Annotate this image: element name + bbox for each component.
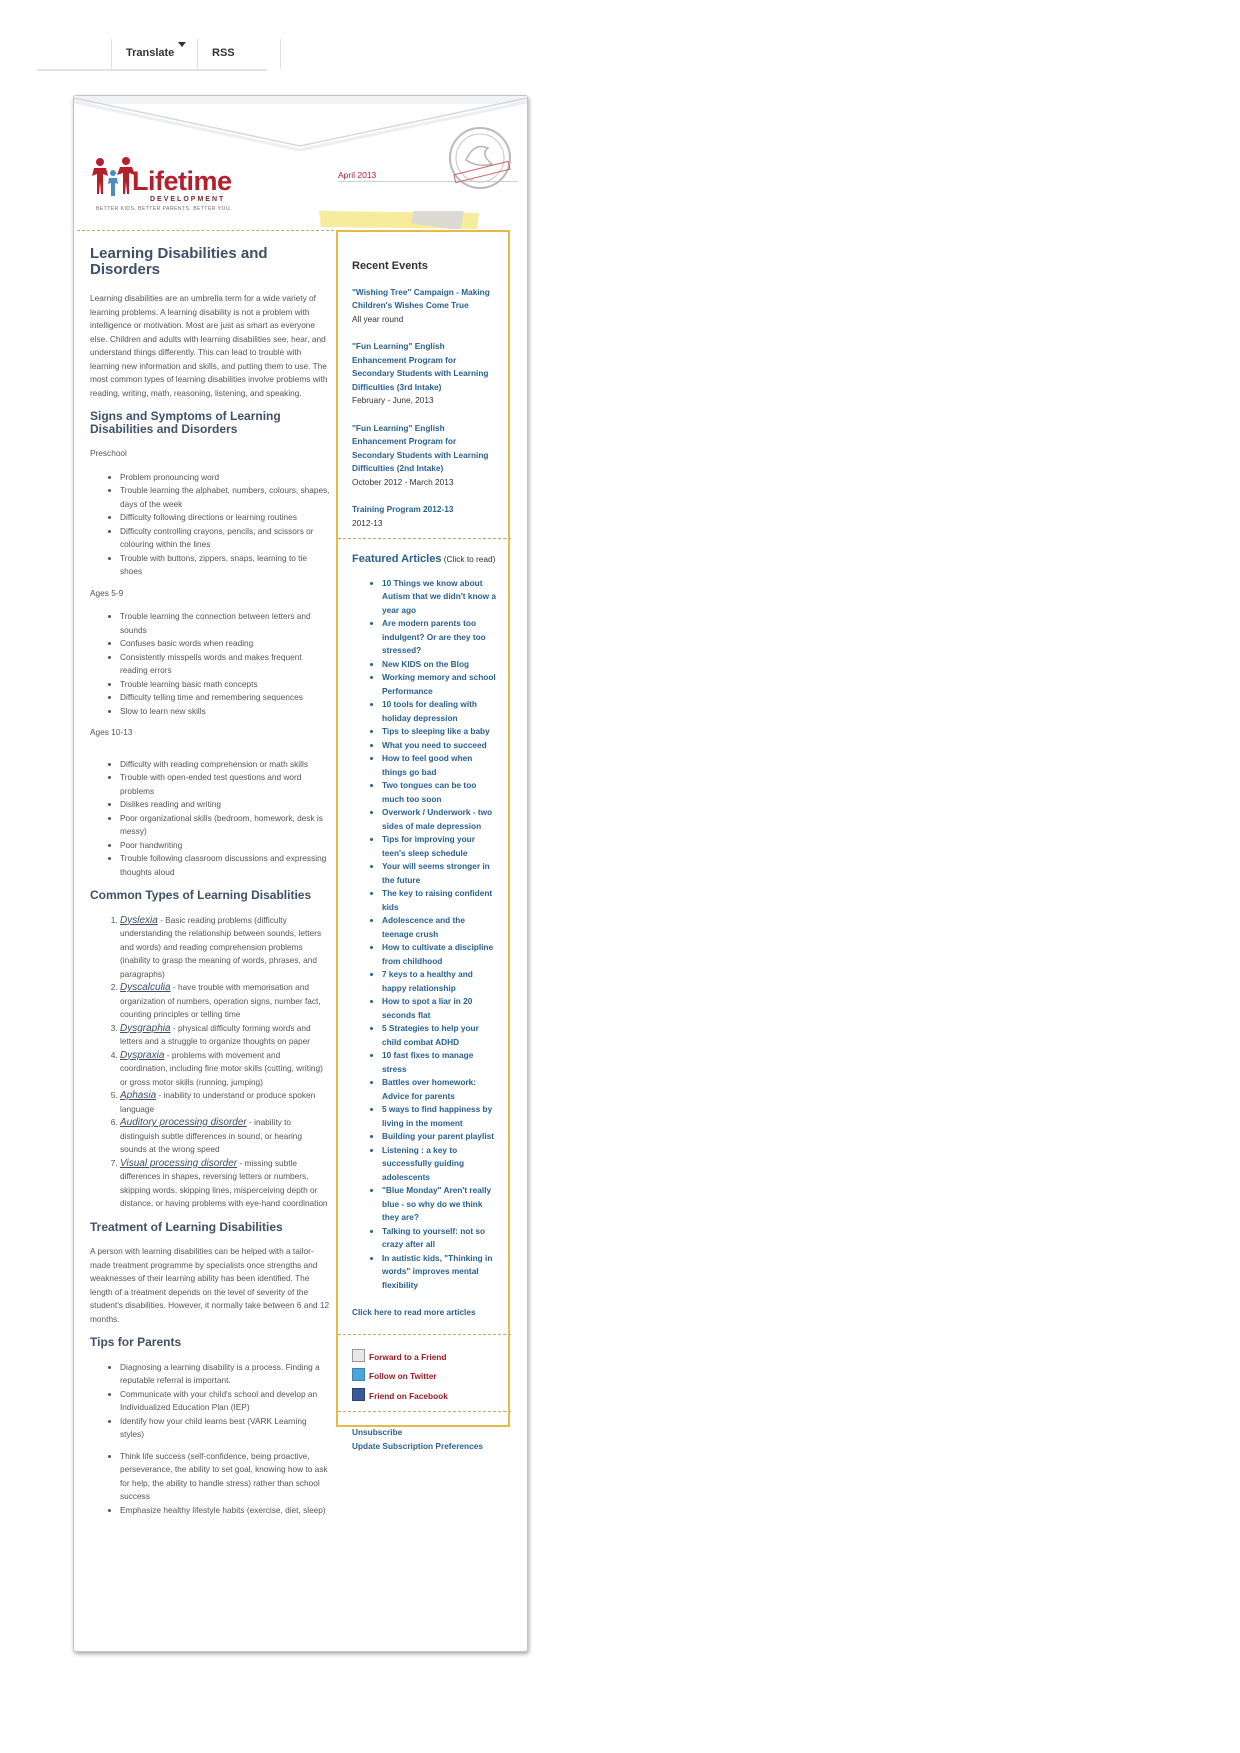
sidebar <box>336 230 510 1451</box>
preschool-label: Preschool <box>90 448 127 458</box>
event-link[interactable]: Training Program 2012-13 <box>352 504 454 514</box>
list-item: • Trouble learning the alphabet, numbers, colours, shapes, days of the week <box>120 484 330 511</box>
ages-10-13-list <box>90 758 330 880</box>
article-column <box>90 246 330 1525</box>
event-item <box>352 422 497 490</box>
list-item: • Trouble learning basic math concepts <box>120 678 330 692</box>
term-description: - physical difficulty forming words and letters and a struggle to organize thoughts on paper <box>120 1022 311 1046</box>
article-link[interactable]: • 5 Strategies to help your child combat ADHD <box>382 1022 497 1049</box>
term-description: - missing subtle differences in shapes, reversing letters or numbers, skipping words, skipping lines, misperceiving depth or distance, or having problems with eye-hand coordination <box>120 1157 328 1208</box>
list-item <box>120 1089 330 1116</box>
types-heading: Common Types of Learning Disablities <box>90 888 312 902</box>
article-link[interactable]: • 10 Things we know about Autism that we didn't know a year ago <box>382 577 497 618</box>
list-item <box>120 914 330 982</box>
article-link[interactable]: • What you need to succeed <box>382 739 497 753</box>
email-icon <box>352 1349 365 1362</box>
tape-decoration <box>319 211 479 229</box>
event-date: February - June, 2013 <box>352 395 434 405</box>
sidebar-content <box>352 260 497 1453</box>
article-link[interactable]: • Talking to yourself: not so crazy after all <box>382 1225 497 1252</box>
article-link[interactable]: • Tips for improving your teen's sleep schedule <box>382 833 497 860</box>
tips-list-continued <box>90 1450 330 1518</box>
types-list <box>90 914 330 1211</box>
article-link[interactable]: • In autistic kids, "Thinking in words" improves mental flexibility <box>382 1252 497 1293</box>
header-divider <box>77 230 339 231</box>
rss-button[interactable] <box>197 39 281 69</box>
term-link[interactable]: Visual processing disorder <box>120 1157 238 1169</box>
term-description: - inability to distinguish subtle differences in sound, or hearing sounds at the wrong speed <box>120 1117 303 1154</box>
ages-5-9-list <box>90 610 330 718</box>
list-item: • Difficulty telling time and remembering sequences <box>120 691 330 705</box>
facebook-icon <box>352 1388 365 1401</box>
list-item: • Trouble with buttons, zippers, snaps, learning to tie shoes <box>120 552 330 579</box>
article-title: Learning Disabilities and Disorders <box>90 245 268 278</box>
list-item: • Problem pronouncing word <box>120 471 330 485</box>
ages-5-9-label: Ages 5-9 <box>90 587 124 598</box>
article-link[interactable]: • Working memory and school Performance <box>382 671 497 698</box>
event-item <box>352 503 497 530</box>
tips-list <box>90 1361 330 1442</box>
list-item: • Dislikes reading and writing <box>120 798 330 812</box>
postage-stamp-icon <box>444 124 516 196</box>
featured-articles-heading: Featured Articles <box>352 553 442 565</box>
list-item: • Diagnosing a learning disability is a process. Finding a reputable referral is important. <box>120 1361 330 1388</box>
family-figures-icon <box>92 156 137 204</box>
tips-heading: Tips for Parents <box>90 1335 182 1349</box>
term-link[interactable]: Aphasia <box>120 1090 157 1101</box>
list-item: • Poor organizational skills (bedroom, homework, desk is messy) <box>120 812 330 839</box>
newsletter-card <box>73 95 528 1652</box>
article-link[interactable]: • "Blue Monday" Aren't really blue - so why do we think they are? <box>382 1184 497 1225</box>
more-articles-link[interactable]: Click here to read more articles <box>352 1307 476 1317</box>
chevron-down-icon <box>178 42 186 54</box>
list-item: • Difficulty following directions or learning routines <box>120 511 330 525</box>
event-link[interactable]: "Fun Learning" English Enhancement Program for Secondary Students with Learning Difficulties (3rd Intake) <box>352 341 489 392</box>
featured-articles-note: (Click to read) <box>441 554 496 564</box>
article-link[interactable]: • Two tongues can be too much too soon <box>382 779 497 806</box>
list-item: • Consistently misspells words and makes frequent reading errors <box>120 651 330 678</box>
lifetime-development-logo[interactable] <box>92 156 242 211</box>
event-date: October 2012 - March 2013 <box>352 476 454 487</box>
article-link[interactable]: • Listening : a key to successfully guiding adolescents <box>382 1144 497 1185</box>
term-description: - Basic reading problems (difficulty understanding the relationship between sounds, letters and words) and reading comprehension problems (inability to grasp the meaning of words, phrases, and paragraphs) <box>120 914 322 979</box>
logo-tagline: BETTER KIDS. BETTER PARENTS. BETTER YOU. <box>96 206 232 212</box>
article-link[interactable]: • Tips to sleeping like a baby <box>382 725 497 739</box>
term-description: - inability to understand or produce spoken language <box>120 1090 316 1114</box>
term-link[interactable]: Auditory processing disorder <box>120 1117 247 1128</box>
article-link[interactable]: • How to cultivate a discipline from childhood <box>382 941 497 968</box>
translate-button[interactable] <box>111 39 211 69</box>
translate-label: Translate <box>126 47 175 59</box>
list-item <box>120 1116 330 1157</box>
rss-label: RSS <box>212 47 235 59</box>
recent-events-heading: Recent Events <box>352 260 428 272</box>
term-link[interactable]: Dyscalculia <box>120 982 171 993</box>
list-item <box>120 1157 330 1211</box>
follow-twitter-link[interactable] <box>352 1368 497 1384</box>
list-item: • Difficulty controlling crayons, pencils, and scissors or colouring within the lines <box>120 525 330 552</box>
facebook-label: Friend on Facebook <box>369 1390 448 1401</box>
list-item <box>120 981 330 1022</box>
sidebar-divider <box>338 1411 511 1412</box>
signs-heading: Signs and Symptoms of Learning Disabilities and Disorders <box>90 409 281 436</box>
treatment-heading: Treatment of Learning Disabilities <box>90 1219 283 1234</box>
twitter-icon <box>352 1368 365 1381</box>
featured-articles-header <box>352 553 497 567</box>
article-link[interactable]: • How to spot a liar in 20 seconds flat <box>382 995 497 1022</box>
article-link[interactable]: • Overwork / Underwork - two sides of male depression <box>382 806 497 833</box>
article-intro: Learning disabilities are an umbrella term for a wide variety of learning problems. A learning disability is not a problem with intelligence or motivation. Most are just as smart as everyone else. Children and adults with learning disabilities see, hear, and understand things differently. This can lead to trouble with learning new information and skills, and putting them to use. The most common types of learning disabilities involve problems with reading, writing, math, reasoning, listening, and speaking. <box>90 293 328 398</box>
event-link[interactable]: "Wishing Tree" Campaign - Making Children's Wishes Come True <box>352 286 490 310</box>
forward-label: Forward to a Friend <box>369 1351 447 1362</box>
event-item <box>352 286 497 327</box>
article-link[interactable]: • Are modern parents too indulgent? Or are they too stressed? <box>382 617 497 658</box>
list-item <box>120 1049 330 1090</box>
article-link[interactable]: • Your will seems stronger in the future <box>382 860 497 887</box>
preschool-list <box>90 471 330 579</box>
ages-10-13-label: Ages 10-13 <box>90 727 133 737</box>
top-toolbar <box>37 39 267 71</box>
logo-wordmark: Lifetime <box>132 166 232 196</box>
list-item: • Emphasize healthy lifestyle habits (exercise, diet, sleep) <box>120 1504 330 1518</box>
event-date: 2012-13 <box>352 517 383 528</box>
article-link[interactable]: • Building your parent playlist <box>382 1130 497 1144</box>
update-preferences-link[interactable]: Update Subscription Preferences <box>352 1440 483 1451</box>
treatment-text: A person with learning disabilities can be helped with a tailor-made treatment programme by specialists once strengths and weaknesses of their learning ability has been identified. The length of a treatment depends on the level of severity of the student's disabilities. However, it normally take between 6 and 12 months. <box>90 1246 330 1324</box>
article-link[interactable]: • How to feel good when things go bad <box>382 752 497 779</box>
article-link[interactable]: • Battles over homework: Advice for parents <box>382 1076 497 1103</box>
list-item: • Slow to learn new skills <box>120 705 330 719</box>
list-item: • Confuses basic words when reading <box>120 637 330 651</box>
sidebar-divider <box>338 1334 511 1335</box>
term-link[interactable]: Dyspraxia <box>120 1049 165 1061</box>
list-item: • Think life success (self-confidence, being proactive, perseverance, the ability to set goal, knowing how to ask for help, the ability to handle stress) rather than school success <box>120 1450 330 1504</box>
sidebar-divider <box>338 538 511 539</box>
term-description: - problems with movement and coordination, including fine motor skills (cutting, writing) or gross motor skills (running, jumping) <box>120 1049 323 1087</box>
unsubscribe-link[interactable]: Unsubscribe <box>352 1427 403 1437</box>
term-link[interactable]: Dysgraphia <box>120 1022 171 1034</box>
friend-facebook-link[interactable] <box>352 1388 497 1404</box>
list-item: • Trouble with open-ended test questions and word problems <box>120 771 330 798</box>
event-date: All year round <box>352 313 404 324</box>
list-item: • Difficulty with reading comprehension or math skills <box>120 758 330 772</box>
list-item: • Poor handwriting <box>120 839 330 853</box>
forward-to-friend-link[interactable] <box>352 1349 497 1365</box>
event-item <box>352 340 497 408</box>
logo-subtitle: DEVELOPMENT <box>150 196 226 203</box>
article-link[interactable]: • New KIDS on the Blog <box>382 658 497 672</box>
list-item <box>120 1022 330 1049</box>
article-link[interactable]: • The key to raising confident kids <box>382 887 497 914</box>
event-link[interactable]: "Fun Learning" English Enhancement Program for Secondary Students with Learning Difficulties (2nd Intake) <box>352 422 489 473</box>
list-item: • Communicate with your child's school and develop an Individualized Education Plan (IEP) <box>120 1388 330 1415</box>
list-item: • Trouble following classroom discussions and expressing thoughts aloud <box>120 852 330 879</box>
article-link[interactable]: • 10 tools for dealing with holiday depression <box>382 698 497 725</box>
issue-date: April 2013 <box>338 170 377 180</box>
article-link[interactable]: • 7 keys to a healthy and happy relationship <box>382 968 497 995</box>
list-item: • Identify how your child learns best (VARK Learning styles) <box>120 1415 330 1442</box>
list-item: • Trouble learning the connection between letters and sounds <box>120 610 330 637</box>
article-link[interactable]: • Adolescence and the teenage crush <box>382 914 497 941</box>
article-link[interactable]: • 10 fast fixes to manage stress <box>382 1049 497 1076</box>
featured-articles-list <box>352 577 497 1293</box>
article-link[interactable]: • 5 ways to find happiness by living in the moment <box>382 1103 497 1130</box>
term-link[interactable]: Dyslexia <box>120 914 158 926</box>
term-description: - have trouble with memorisation and organization of numbers, operation signs, number fact, counting principles or telling time <box>120 982 321 1019</box>
twitter-label: Follow on Twitter <box>369 1371 437 1381</box>
